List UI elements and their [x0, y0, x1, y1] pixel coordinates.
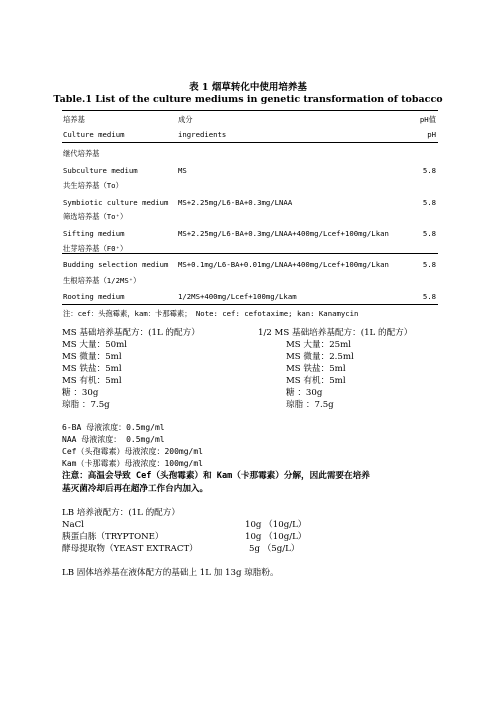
- header-ph-cn: pH值: [419, 115, 436, 124]
- list-item: 糖 ：30g: [286, 388, 323, 398]
- list-item: MS 铁盐：5ml: [62, 364, 122, 374]
- lb-item-name: NaCl: [62, 520, 84, 530]
- lb-item-amount: 10g （10g/L）: [245, 520, 307, 530]
- ms-formula-title: MS 基础培养基配方：(1L 的配方）: [62, 328, 200, 338]
- lb-solid-note: LB 固体培养基在液体配方的基础上 1L 加 13g 琼脂粉。: [62, 568, 279, 578]
- stock-kam: Kam（卡那霉素）母液浓度：100mg/ml: [62, 459, 203, 468]
- header-ingredients-cn: 成分: [178, 115, 193, 124]
- list-item: MS 有机：5ml: [286, 376, 346, 386]
- row-ingredients: MS+0.1mg/L6-BA+0.01mg/LNAA+400mg/Lcef+100mg/Lkan: [178, 260, 389, 269]
- table-note: 注：cef：头孢霉素，kam：卡那霉素； Note: cef: cefotaxime; kan: Kanamycin: [63, 309, 359, 318]
- row-medium-en: Budding selection medium: [63, 260, 169, 269]
- row-medium-cn: 筛选培养基（To⁺）: [63, 212, 128, 221]
- row-ph: 5.8: [422, 166, 436, 175]
- table-title-en: Table.1 List of the culture mediums in genetic transformation of tobacco: [53, 94, 443, 105]
- row-medium-en: Symbiotic culture medium: [63, 198, 169, 207]
- lb-item-name: 胰蛋白胨（TRYPTONE）: [62, 532, 164, 542]
- lb-item-amount: 5g （5g/L）: [249, 544, 300, 554]
- list-item: 琼脂 ：7.5g: [286, 400, 334, 410]
- list-item: 糖 ：30g: [62, 388, 99, 398]
- row-medium-cn: 继代培养基: [63, 149, 100, 158]
- table-title-cn: 表 1 烟草转化中使用培养基: [189, 82, 307, 93]
- table-top-rule: [62, 110, 438, 111]
- row-ingredients: MS+2.25mg/L6-BA+0.3mg/LNAA: [178, 198, 293, 207]
- header-ph-en: pH: [427, 130, 436, 139]
- table-end-rule: [62, 304, 438, 305]
- list-item: MS 大量：25ml: [286, 340, 352, 350]
- warning-line-2: 基灭菌冷却后再在超净工作台内加入。: [62, 484, 209, 494]
- row-ingredients: 1/2MS+400mg/Lcef+100mg/Lkam: [178, 292, 297, 301]
- row-ph: 5.8: [422, 229, 436, 238]
- list-item: 琼脂 ：7.5g: [62, 400, 110, 410]
- lb-item-name: 酵母提取物（YEAST EXTRACT）: [62, 544, 198, 554]
- row-medium-en: Sifting medium: [63, 229, 125, 238]
- lb-item-amount: 10g （10g/L）: [245, 532, 307, 542]
- lb-title: LB 培养液配方：(1L 的配方）: [62, 508, 180, 518]
- list-item: MS 铁盐：5ml: [286, 364, 346, 374]
- row-medium-cn: 生根培养基（1/2MS⁺）: [63, 276, 141, 285]
- row-medium-cn: 共生培养基（To）: [63, 181, 123, 190]
- row-ph: 5.8: [422, 198, 436, 207]
- stock-6ba: 6-BA 母液浓度：0.5mg/ml: [62, 423, 165, 432]
- list-item: MS 有机：5ml: [62, 376, 122, 386]
- half-ms-formula-title: 1/2 MS 基础培养基配方：(1L 的配方）: [258, 328, 413, 338]
- table-header-rule: [62, 142, 438, 143]
- warning-line-1: 注意：高温会导致 Cef（头孢霉素）和 Kam（卡那霉素）分解，因此需要在培养: [62, 471, 370, 481]
- header-medium-cn: 培养基: [63, 115, 85, 124]
- row-ph: 5.8: [422, 292, 436, 301]
- row-medium-en: Rooting medium: [63, 292, 125, 301]
- row-medium-en: Subculture medium: [63, 166, 138, 175]
- stock-naa: NAA 母液浓度： 0.5mg/ml: [62, 435, 165, 444]
- row-ingredients: MS: [178, 166, 187, 175]
- row-ph: 5.8: [422, 260, 436, 269]
- stock-cef: Cef（头孢霉素）母液浓度：200mg/ml: [62, 447, 203, 456]
- header-medium-en: Culture medium: [63, 130, 125, 139]
- list-item: MS 微量：2.5ml: [286, 352, 354, 362]
- header-ingredients-en: ingredients: [178, 130, 227, 139]
- row-medium-cn: 壮芽培养基（F0⁺）: [63, 244, 128, 253]
- row-ingredients: MS+2.25mg/L6-BA+0.3mg/LNAA+400mg/Lcef+100mg/Lkan: [178, 229, 389, 238]
- list-item: MS 大量：50ml: [62, 340, 128, 350]
- list-item: MS 微量：5ml: [62, 352, 122, 362]
